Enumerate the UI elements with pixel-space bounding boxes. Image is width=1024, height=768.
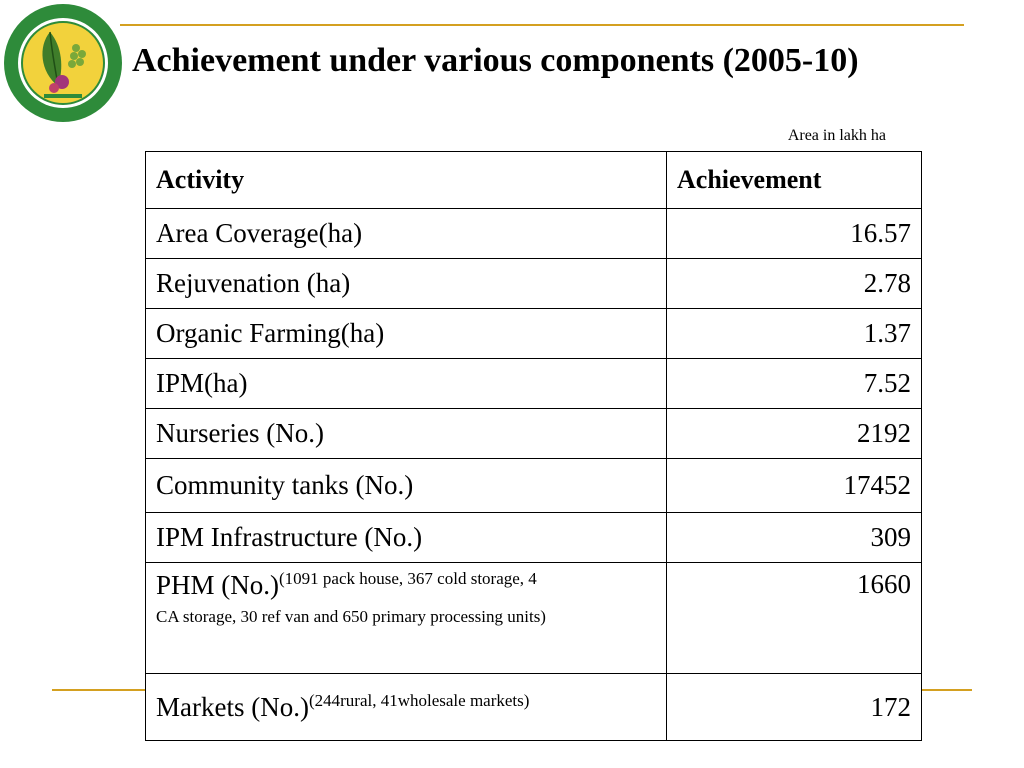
- activity-label: Markets (No.): [156, 692, 309, 722]
- activity-note-continued: CA storage, 30 ref van and 650 primary processing units): [156, 607, 546, 626]
- activity-cell: Nurseries (No.): [146, 409, 667, 459]
- table-row: [146, 459, 922, 513]
- header-activity: Activity: [146, 152, 667, 209]
- activity-cell-with-note: [146, 674, 667, 741]
- activity-cell: IPM Infrastructure (No.): [146, 513, 667, 563]
- activity-cell-with-note: [146, 563, 667, 674]
- table-row: [146, 259, 922, 309]
- achievement-cell: 309: [667, 513, 922, 563]
- achievement-table: [145, 151, 922, 741]
- activity-cell: Organic Farming(ha): [146, 309, 667, 359]
- table-row: [146, 674, 922, 741]
- achievement-cell: 2.78: [667, 259, 922, 309]
- activity-cell: Rejuvenation (ha): [146, 259, 667, 309]
- table-row: [146, 309, 922, 359]
- achievement-cell: 1.37: [667, 309, 922, 359]
- table-row: [146, 359, 922, 409]
- table-row: [146, 563, 922, 674]
- achievement-cell: 1660: [667, 563, 922, 674]
- activity-label: PHM (No.): [156, 570, 280, 600]
- header-achievement: Achievement: [667, 152, 922, 209]
- table-header-row: [146, 152, 922, 209]
- activity-note: (244rural, 41wholesale markets): [308, 691, 530, 710]
- national-horticulture-mission-logo: [2, 2, 124, 124]
- achievement-cell: 17452: [667, 459, 922, 513]
- activity-cell: Area Coverage(ha): [146, 209, 667, 259]
- activity-note: (1091 pack house, 367 cold storage, 4: [279, 569, 537, 588]
- achievement-cell: 7.52: [667, 359, 922, 409]
- achievement-cell: 172: [667, 674, 922, 741]
- slide-title: Achievement under various components (2005-10): [132, 42, 859, 79]
- achievement-cell: 16.57: [667, 209, 922, 259]
- activity-cell: Community tanks (No.): [146, 459, 667, 513]
- top-accent-rule: [120, 24, 964, 26]
- activity-cell: IPM(ha): [146, 359, 667, 409]
- table-row: [146, 209, 922, 259]
- unit-note: Area in lakh ha: [787, 127, 886, 144]
- table-row: [146, 513, 922, 563]
- table-row: [146, 409, 922, 459]
- achievement-cell: 2192: [667, 409, 922, 459]
